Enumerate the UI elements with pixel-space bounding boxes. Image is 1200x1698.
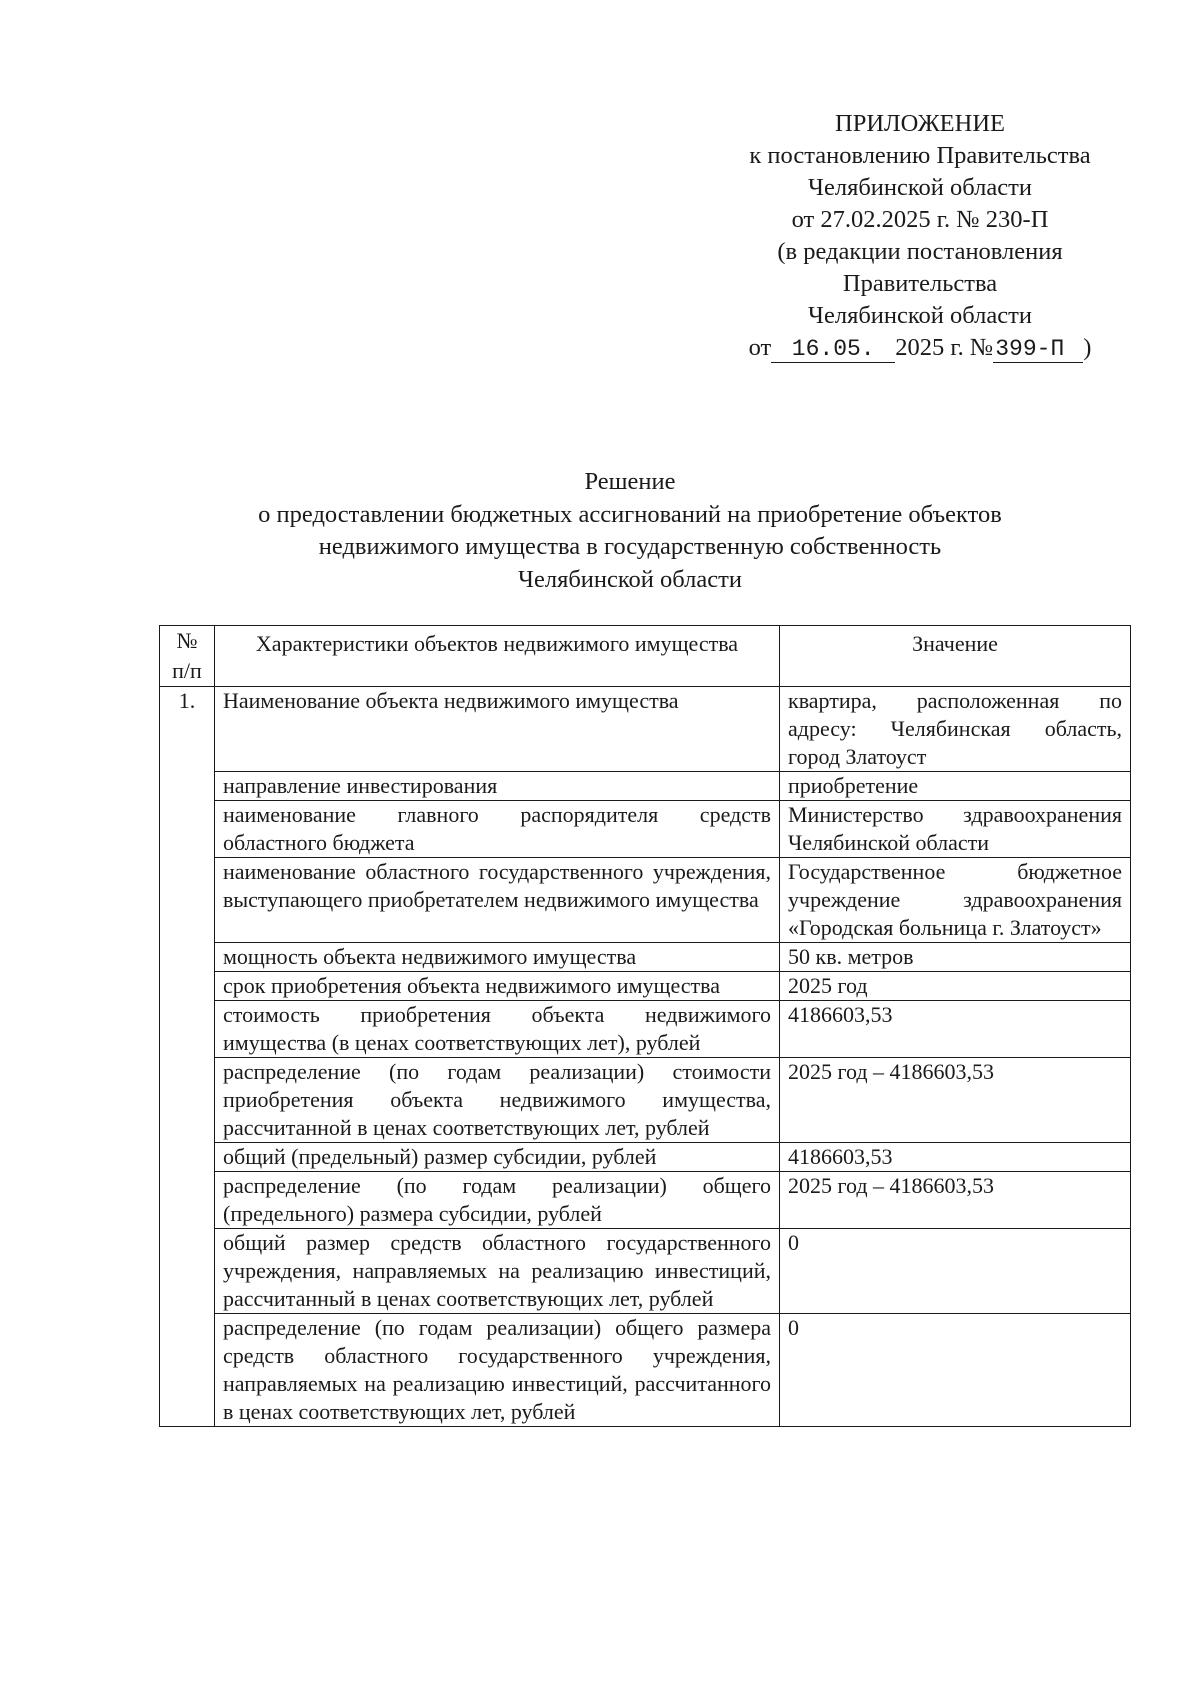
decision-subject-2: недвижимого имущества в государственную собственность	[318, 533, 942, 560]
table-row	[160, 772, 1131, 801]
table-row	[160, 1172, 1131, 1229]
appendix-resolution-ref: к постановлению Правительства	[749, 142, 1091, 169]
appendix-edition-note: (в редакции постановления	[777, 238, 1063, 265]
table-row	[160, 687, 1131, 772]
edition-number-field: 399-П	[993, 336, 1083, 363]
row-value: 2025 год – 4186603,53	[780, 1058, 1131, 1143]
row-characteristic: наименование главного распорядителя средств областного бюджета	[215, 801, 780, 858]
row-value: квартира, расположенная по адресу: Челябинская область, город Златоуст	[780, 687, 1131, 772]
table-row	[160, 1058, 1131, 1143]
header-value: Значение	[780, 626, 1131, 687]
table-row	[160, 972, 1131, 1001]
row-value: 50 кв. метров	[780, 943, 1131, 972]
row-characteristic: распределение (по годам реализации) стоимости приобретения объекта недвижимого имущества, рассчитанной в ценах соответствующих лет, рублей	[215, 1058, 780, 1143]
row-value: 4186603,53	[780, 1143, 1131, 1172]
table-row	[160, 1001, 1131, 1058]
edition-suffix: )	[1083, 334, 1092, 361]
row-characteristic: Наименование объекта недвижимого имущества	[215, 687, 780, 772]
table-row	[160, 858, 1131, 943]
row-characteristic: мощность объекта недвижимого имущества	[215, 943, 780, 972]
appendix-header	[700, 108, 1140, 364]
decision-subject-3: Челябинской области	[518, 565, 742, 593]
appendix-region: Челябинской области	[808, 174, 1032, 201]
edition-line	[700, 332, 1140, 364]
table-row	[160, 1143, 1131, 1172]
decision-heading: Решение	[584, 468, 676, 495]
table-row	[160, 1314, 1131, 1427]
row-value: Государственное бюджетное учреждение здравоохранения «Городская больница г. Златоуст»	[780, 858, 1131, 943]
decision-subject-1: о предоставлении бюджетных ассигнований на приобретение объектов	[258, 500, 1002, 528]
appendix-government: Правительства	[842, 270, 998, 297]
row-characteristic: направление инвестирования	[215, 772, 780, 801]
row-value: 4186603,53	[780, 1001, 1131, 1058]
appendix-date-number: от 27.02.2025 г. № 230-П	[791, 206, 1049, 233]
table-row	[160, 943, 1131, 972]
appendix-title: ПРИЛОЖЕНИЕ	[835, 110, 1005, 137]
row-characteristic: общий (предельный) размер субсидии, рублей	[215, 1143, 780, 1172]
row-value: 0	[780, 1229, 1131, 1314]
row-value: 2025 год	[780, 972, 1131, 1001]
item-number: 1.	[160, 687, 215, 1427]
edition-year: 2025 г. №	[895, 334, 994, 361]
row-value: 2025 год – 4186603,53	[780, 1172, 1131, 1229]
row-characteristic: общий размер средств областного государственного учреждения, направляемых на реализацию инвестиций, рассчитанный в ценах соответствующих лет, рублей	[215, 1229, 780, 1314]
row-value: Министерство здравоохранения Челябинской области	[780, 801, 1131, 858]
edition-prefix: от	[748, 334, 772, 361]
table-row	[160, 801, 1131, 858]
appendix-region-2: Челябинской области	[808, 302, 1032, 329]
table-row	[160, 1229, 1131, 1314]
row-characteristic: срок приобретения объекта недвижимого имущества	[215, 972, 780, 1001]
header-number: № п/п	[160, 626, 215, 687]
row-characteristic: стоимость приобретения объекта недвижимого имущества (в ценах соответствующих лет), рублей	[215, 1001, 780, 1058]
row-characteristic: наименование областного государственного учреждения, выступающего приобретателем недвижимого имущества	[215, 858, 780, 943]
header-characteristic: Характеристики объектов недвижимого имущества	[215, 626, 780, 687]
table-header-row	[160, 626, 1131, 687]
row-value: приобретение	[780, 772, 1131, 801]
row-value: 0	[780, 1314, 1131, 1427]
characteristics-table	[159, 625, 1131, 1427]
edition-date-field: 16.05.	[771, 336, 895, 363]
row-characteristic: распределение (по годам реализации) общего размера средств областного государственного учреждения, направляемых на реализацию инвестиций, рассчитанного в ценах соответствующих лет, рублей	[215, 1314, 780, 1427]
row-characteristic: распределение (по годам реализации) общего (предельного) размера субсидии, рублей	[215, 1172, 780, 1229]
decision-title	[150, 466, 1110, 596]
table-body	[160, 687, 1131, 1427]
